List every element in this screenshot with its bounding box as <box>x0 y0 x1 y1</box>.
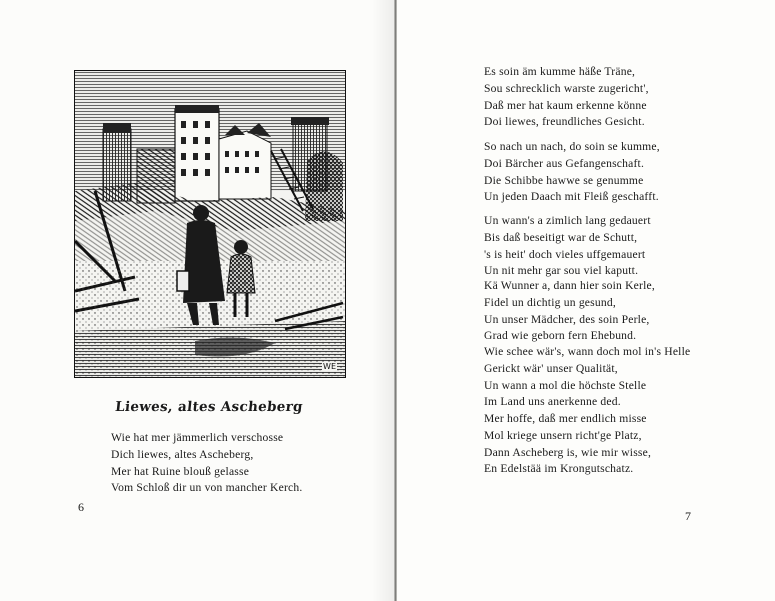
book-gutter <box>394 0 397 601</box>
verse-line: Un wann a mol die höchste Stelle <box>484 378 647 392</box>
page-number-right: 7 <box>685 509 691 523</box>
verse-line: Grad wie geborn fern Ehebund. <box>484 329 637 343</box>
verse-line: Doi Bärcher aus Gefangenschaft. <box>484 156 645 170</box>
verse-line: Dich liewes, altes Ascheberg, <box>111 447 254 461</box>
woodcut-illustration <box>74 70 346 378</box>
verse-line: Un wann's a zimlich lang gedauert <box>484 214 651 227</box>
right-stanza-2 <box>484 139 660 206</box>
verse-line: 's is heit' doch vieles uffgemauert <box>484 247 646 261</box>
verse-line: Es soin äm kumme häße Träne, <box>484 65 636 78</box>
verse-line: Im Land uns anerkenne ded. <box>484 395 621 409</box>
verse-line: Mol kriege unsern richt'ge Platz, <box>484 428 642 442</box>
left-stanza <box>111 430 302 497</box>
verse-line: Bis daß beseitigt war de Schutt, <box>484 230 638 244</box>
verse-line: Kä Wunner a, dann hier soin Kerle, <box>484 279 655 292</box>
verse-line: Sou schrecklich warste zugericht', <box>484 81 649 95</box>
verse-line: Mer hat Ruine blouß gelasse <box>111 464 250 478</box>
right-stanza-5 <box>484 344 690 411</box>
verse-line: Fidel un dichtig un gesund, <box>484 295 616 309</box>
verse-line: Doi liewes, freundliches Gesicht. <box>484 115 645 129</box>
verse-line: Vom Schloß dir un von mancher Kerch. <box>111 481 303 495</box>
verse-line: Mer hoffe, daß mer endlich misse <box>484 412 647 425</box>
right-stanza-3 <box>484 213 651 280</box>
verse-line: Gerickt wär' unser Qualität, <box>484 361 618 375</box>
verse-line: Un unser Mädcher, des soin Perle, <box>484 312 650 326</box>
verse-line: Wie schee wär's, wann doch mol in's Helle <box>484 345 691 358</box>
right-stanza-6 <box>484 411 651 478</box>
right-stanza-1 <box>484 64 649 131</box>
verse-line: So nach un nach, do soin se kumme, <box>484 140 660 153</box>
poem-title: Liewes, altes Ascheberg <box>114 399 304 415</box>
right-stanza-4 <box>484 278 655 345</box>
verse-line: Un jeden Daach mit Fleiß geschafft. <box>484 190 659 204</box>
verse-line: Wie hat mer jämmerlich verschosse <box>111 431 284 444</box>
verse-line: Daß mer hat kaum erkenne könne <box>484 98 647 112</box>
gutter-shadow <box>372 0 394 601</box>
ruins-woodcut-image <box>75 71 345 377</box>
verse-line: En Edelstää im Krongutschatz. <box>484 462 634 476</box>
page-number-left: 6 <box>78 500 84 514</box>
verse-line: Dann Ascheberg is, wie mir wisse, <box>484 445 652 459</box>
verse-line: Die Schibbe hawwe se genumme <box>484 173 644 187</box>
verse-line: Un nit mehr gar sou viel kaputt. <box>484 264 639 278</box>
illustration-monogram: WE <box>323 362 336 371</box>
